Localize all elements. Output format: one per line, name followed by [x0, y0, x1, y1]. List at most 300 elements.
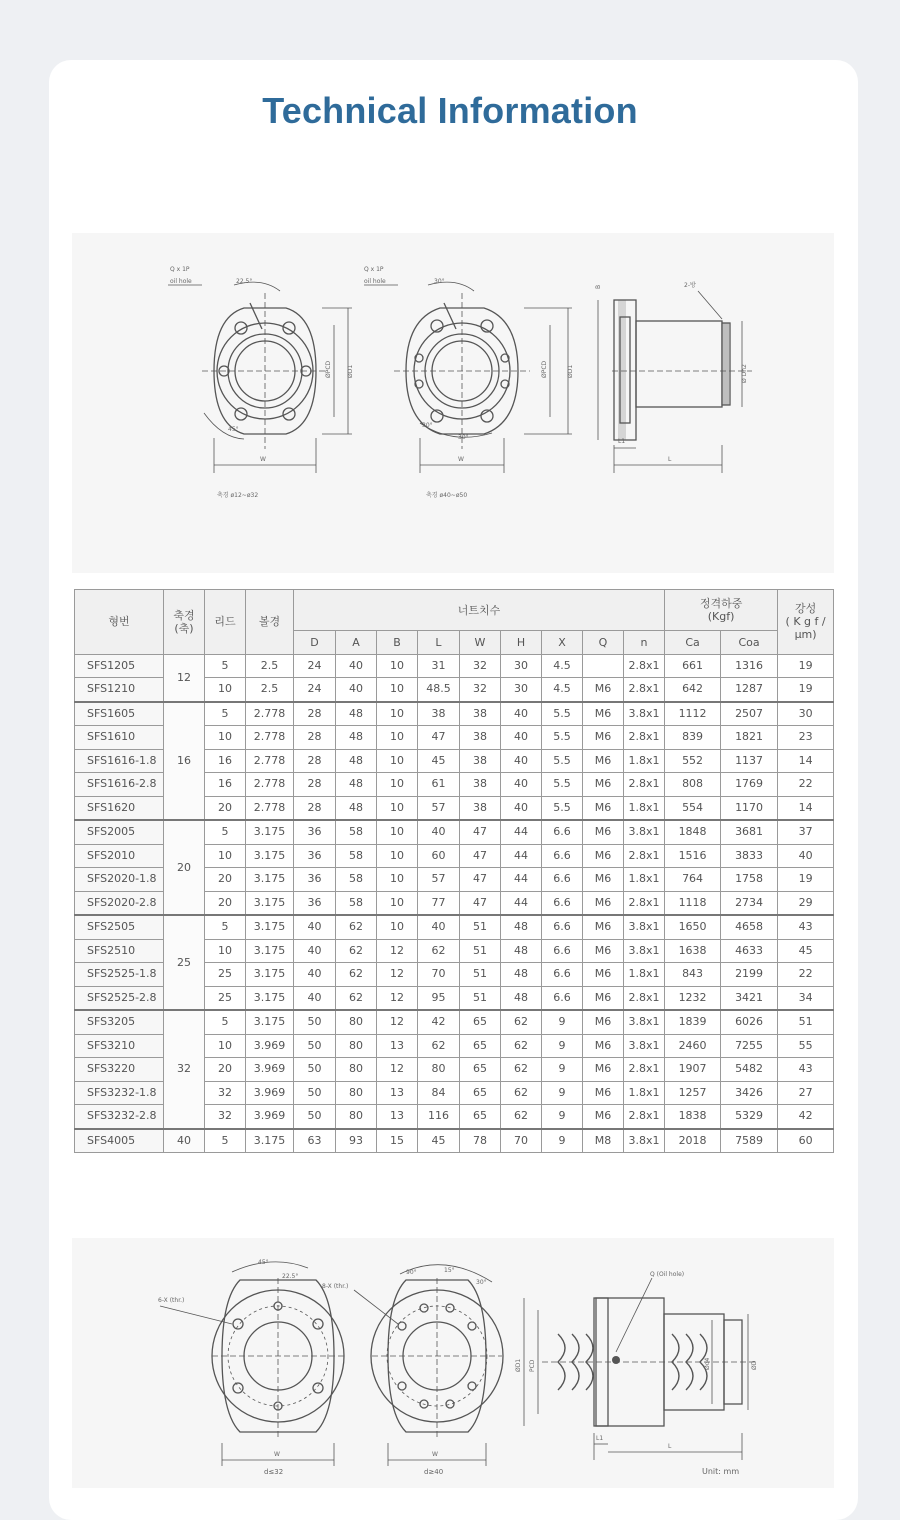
cell-ball: 3.175	[246, 844, 294, 868]
cell-h: 48	[501, 915, 542, 939]
cell-a: 58	[336, 844, 377, 868]
cell-coa: 1758	[721, 868, 778, 892]
cell-q: M6	[583, 678, 624, 702]
cell-w: 65	[460, 1105, 501, 1129]
table-row	[75, 1129, 834, 1153]
model-cell: SFS2020-1.8	[75, 868, 164, 892]
bs-l1: L1	[596, 1435, 604, 1442]
header-w: W	[460, 631, 501, 655]
cell-x: 4.5	[542, 654, 583, 678]
cell-ca: 1516	[665, 844, 721, 868]
flange-nut-drawing	[72, 233, 834, 573]
cell-q: M6	[583, 963, 624, 987]
bs-d1: ØD1	[515, 1358, 522, 1372]
cell-d: 50	[294, 1010, 336, 1034]
cell-a: 80	[336, 1081, 377, 1105]
cell-l: 57	[418, 868, 460, 892]
cell-q: M6	[583, 939, 624, 963]
cell-w: 38	[460, 749, 501, 773]
cell-rig: 19	[778, 654, 834, 678]
cell-rig: 43	[778, 915, 834, 939]
cell-a: 62	[336, 986, 377, 1010]
b1-holes: 6-X (thr.)	[158, 1297, 185, 1304]
cell-ca: 1848	[665, 820, 721, 844]
cell-w: 51	[460, 986, 501, 1010]
v2-caption: 축경 ø40~ø50	[426, 492, 468, 499]
header-x: X	[542, 631, 583, 655]
cell-ca: 764	[665, 868, 721, 892]
cell-d: 28	[294, 702, 336, 726]
cell-q: M6	[583, 1034, 624, 1058]
cell-d: 36	[294, 891, 336, 915]
header-h: H	[501, 631, 542, 655]
cell-lead: 32	[205, 1105, 246, 1129]
cell-w: 65	[460, 1010, 501, 1034]
cell-lead: 5	[205, 820, 246, 844]
cell-n: 3.8x1	[624, 915, 665, 939]
cell-l: 70	[418, 963, 460, 987]
cell-w: 38	[460, 796, 501, 820]
cell-rig: 22	[778, 773, 834, 797]
cell-x: 6.6	[542, 844, 583, 868]
cell-b: 13	[377, 1105, 418, 1129]
bs-q: Q (Oil hole)	[650, 1271, 685, 1278]
cell-x: 6.6	[542, 939, 583, 963]
cell-n: 3.8x1	[624, 1129, 665, 1153]
cell-l: 60	[418, 844, 460, 868]
cell-q: M6	[583, 749, 624, 773]
cell-l: 116	[418, 1105, 460, 1129]
cell-w: 51	[460, 963, 501, 987]
cell-a: 93	[336, 1129, 377, 1153]
cell-q	[583, 654, 624, 678]
cell-n: 2.8x1	[624, 891, 665, 915]
header-ball: 볼경	[246, 590, 294, 655]
b2-holes: 8-X (thr.)	[322, 1283, 349, 1290]
cell-x: 9	[542, 1010, 583, 1034]
table-row	[75, 702, 834, 726]
cell-rig: 14	[778, 796, 834, 820]
b1-w: W	[274, 1451, 280, 1458]
v2-pcd: ØPCD	[541, 360, 548, 378]
cell-a: 62	[336, 915, 377, 939]
cell-x: 5.5	[542, 749, 583, 773]
cell-n: 1.8x1	[624, 796, 665, 820]
cell-rig: 14	[778, 749, 834, 773]
cell-ball: 3.175	[246, 986, 294, 1010]
shaft-cell: 32	[164, 1010, 205, 1129]
b2-angle1: 90°	[406, 1269, 417, 1276]
cell-a: 80	[336, 1105, 377, 1129]
cell-lead: 10	[205, 1034, 246, 1058]
cell-b: 10	[377, 678, 418, 702]
cell-ca: 1118	[665, 891, 721, 915]
cell-rig: 43	[778, 1058, 834, 1082]
cell-q: M6	[583, 773, 624, 797]
cell-lead: 5	[205, 1010, 246, 1034]
cell-lead: 5	[205, 915, 246, 939]
cell-w: 47	[460, 844, 501, 868]
cell-ca: 552	[665, 749, 721, 773]
cell-l: 31	[418, 654, 460, 678]
model-cell: SFS1610	[75, 726, 164, 750]
cell-a: 58	[336, 891, 377, 915]
cell-l: 45	[418, 749, 460, 773]
model-cell: SFS3232-1.8	[75, 1081, 164, 1105]
cell-ball: 2.778	[246, 796, 294, 820]
table-row	[75, 820, 834, 844]
cell-coa: 1170	[721, 796, 778, 820]
round-flange-drawing	[72, 1238, 834, 1488]
table-row	[75, 915, 834, 939]
cell-ball: 2.778	[246, 773, 294, 797]
header-ca: Ca	[665, 631, 721, 655]
cell-b: 12	[377, 1010, 418, 1034]
b1-angle2: 22.5°	[282, 1273, 299, 1280]
cell-x: 6.6	[542, 891, 583, 915]
cell-l: 42	[418, 1010, 460, 1034]
table-row	[75, 654, 834, 678]
header-q: Q	[583, 631, 624, 655]
cell-b: 10	[377, 820, 418, 844]
cell-coa: 6026	[721, 1010, 778, 1034]
spec-table	[74, 589, 834, 1153]
v1-caption: 축경 ø12~ø32	[217, 492, 259, 499]
header-a: A	[336, 631, 377, 655]
header-rigidity: 강성 ( K g f / μm)	[778, 590, 834, 655]
cell-n: 1.8x1	[624, 963, 665, 987]
cell-h: 40	[501, 796, 542, 820]
unit-label: Unit: mm	[702, 1467, 740, 1476]
cell-d: 40	[294, 963, 336, 987]
cell-a: 80	[336, 1058, 377, 1082]
cell-rig: 40	[778, 844, 834, 868]
bs-d4: Ød4	[704, 1357, 711, 1370]
cell-rig: 45	[778, 939, 834, 963]
v1-w: W	[260, 456, 266, 463]
model-cell: SFS2525-1.8	[75, 963, 164, 987]
cell-w: 51	[460, 915, 501, 939]
cell-x: 9	[542, 1058, 583, 1082]
cell-ball: 3.175	[246, 915, 294, 939]
cell-x: 5.5	[542, 726, 583, 750]
cell-ca: 1257	[665, 1081, 721, 1105]
cell-ca: 808	[665, 773, 721, 797]
header-b: B	[377, 631, 418, 655]
cell-lead: 10	[205, 844, 246, 868]
cell-coa: 7589	[721, 1129, 778, 1153]
cell-a: 62	[336, 939, 377, 963]
cell-w: 32	[460, 678, 501, 702]
cell-lead: 16	[205, 773, 246, 797]
v1-pcd: ØPCD	[325, 360, 332, 378]
v2-d1: ØD1	[567, 364, 574, 378]
cell-x: 6.6	[542, 963, 583, 987]
cell-d: 63	[294, 1129, 336, 1153]
header-shaft: 축경 (축)	[164, 590, 205, 655]
b2-angle2: 15°	[444, 1267, 455, 1274]
cell-ball: 3.969	[246, 1034, 294, 1058]
cell-n: 2.8x1	[624, 1058, 665, 1082]
cell-coa: 1137	[721, 749, 778, 773]
cell-l: 84	[418, 1081, 460, 1105]
cell-b: 13	[377, 1081, 418, 1105]
cell-b: 12	[377, 963, 418, 987]
cell-q: M6	[583, 726, 624, 750]
cell-rig: 60	[778, 1129, 834, 1153]
cell-x: 5.5	[542, 702, 583, 726]
table-row	[75, 1010, 834, 1034]
cell-ca: 1650	[665, 915, 721, 939]
model-cell: SFS4005	[75, 1129, 164, 1153]
cell-rig: 55	[778, 1034, 834, 1058]
cell-q: M6	[583, 844, 624, 868]
cell-a: 48	[336, 726, 377, 750]
bs-pcd: PCD	[529, 1359, 536, 1372]
model-cell: SFS1616-2.8	[75, 773, 164, 797]
cell-lead: 25	[205, 986, 246, 1010]
cell-n: 2.8x1	[624, 726, 665, 750]
cell-l: 47	[418, 726, 460, 750]
cell-a: 40	[336, 654, 377, 678]
model-cell: SFS3232-2.8	[75, 1105, 164, 1129]
cell-a: 48	[336, 773, 377, 797]
cell-q: M6	[583, 1010, 624, 1034]
cell-d: 40	[294, 915, 336, 939]
cell-coa: 2734	[721, 891, 778, 915]
cell-w: 51	[460, 939, 501, 963]
cell-d: 36	[294, 868, 336, 892]
cell-w: 65	[460, 1034, 501, 1058]
header-nut-dims: 너트치수	[294, 590, 665, 631]
cell-a: 62	[336, 963, 377, 987]
cell-lead: 10	[205, 678, 246, 702]
cell-x: 9	[542, 1034, 583, 1058]
cell-q: M6	[583, 820, 624, 844]
cell-b: 10	[377, 702, 418, 726]
cell-rig: 42	[778, 1105, 834, 1129]
cell-q: M8	[583, 1129, 624, 1153]
cell-ca: 661	[665, 654, 721, 678]
cell-b: 10	[377, 796, 418, 820]
cell-ca: 1112	[665, 702, 721, 726]
cell-l: 57	[418, 796, 460, 820]
cell-q: M6	[583, 1105, 624, 1129]
cell-h: 40	[501, 702, 542, 726]
cell-w: 32	[460, 654, 501, 678]
b2-angle3: 30°	[476, 1279, 487, 1286]
cell-coa: 7255	[721, 1034, 778, 1058]
cell-d: 50	[294, 1105, 336, 1129]
cell-ball: 3.969	[246, 1081, 294, 1105]
cell-ball: 3.969	[246, 1105, 294, 1129]
cell-ball: 3.175	[246, 868, 294, 892]
model-cell: SFS3220	[75, 1058, 164, 1082]
cell-x: 6.6	[542, 820, 583, 844]
cell-d: 28	[294, 749, 336, 773]
cell-rig: 22	[778, 963, 834, 987]
side-dh: Ø Dh2	[741, 364, 748, 383]
cell-l: 80	[418, 1058, 460, 1082]
cell-lead: 10	[205, 939, 246, 963]
cell-q: M6	[583, 796, 624, 820]
header-l: L	[418, 631, 460, 655]
side-chamfer: 2-방	[684, 282, 696, 289]
cell-h: 40	[501, 749, 542, 773]
cell-ca: 1638	[665, 939, 721, 963]
cell-h: 70	[501, 1129, 542, 1153]
header-n: n	[624, 631, 665, 655]
cell-q: M6	[583, 868, 624, 892]
cell-w: 65	[460, 1058, 501, 1082]
cell-h: 30	[501, 678, 542, 702]
cell-q: M6	[583, 986, 624, 1010]
page-title: Technical Information	[262, 90, 638, 131]
cell-d: 50	[294, 1034, 336, 1058]
cell-ca: 642	[665, 678, 721, 702]
cell-rig: 30	[778, 702, 834, 726]
cell-b: 12	[377, 986, 418, 1010]
cell-ca: 1232	[665, 986, 721, 1010]
cell-q: M6	[583, 891, 624, 915]
cell-coa: 3833	[721, 844, 778, 868]
model-cell: SFS2020-2.8	[75, 891, 164, 915]
cell-h: 48	[501, 939, 542, 963]
cell-ball: 2.5	[246, 678, 294, 702]
cell-lead: 25	[205, 963, 246, 987]
cell-l: 61	[418, 773, 460, 797]
cell-n: 3.8x1	[624, 939, 665, 963]
cell-w: 47	[460, 891, 501, 915]
cell-coa: 2507	[721, 702, 778, 726]
cell-rig: 27	[778, 1081, 834, 1105]
b1-caption: d≤32	[264, 1468, 284, 1476]
cell-lead: 5	[205, 702, 246, 726]
cell-w: 38	[460, 726, 501, 750]
side-b: B	[595, 284, 602, 289]
cell-q: M6	[583, 1081, 624, 1105]
cell-coa: 3426	[721, 1081, 778, 1105]
cell-ball: 3.175	[246, 1129, 294, 1153]
cell-d: 24	[294, 678, 336, 702]
cell-lead: 5	[205, 1129, 246, 1153]
cell-ca: 554	[665, 796, 721, 820]
cell-coa: 4658	[721, 915, 778, 939]
cell-n: 2.8x1	[624, 986, 665, 1010]
v2-w: W	[458, 456, 464, 463]
cell-ball: 3.969	[246, 1058, 294, 1082]
model-cell: SFS1210	[75, 678, 164, 702]
cell-n: 1.8x1	[624, 749, 665, 773]
cell-lead: 32	[205, 1081, 246, 1105]
cell-rig: 19	[778, 868, 834, 892]
v1-d1: ØD1	[347, 364, 354, 378]
cell-q: M6	[583, 915, 624, 939]
model-cell: SFS3210	[75, 1034, 164, 1058]
v2-angle-bottom1: 30°	[422, 422, 433, 429]
cell-coa: 5329	[721, 1105, 778, 1129]
cell-coa: 4633	[721, 939, 778, 963]
cell-h: 44	[501, 820, 542, 844]
shaft-cell: 40	[164, 1129, 205, 1153]
model-cell: SFS1605	[75, 702, 164, 726]
cell-b: 13	[377, 1034, 418, 1058]
cell-lead: 16	[205, 749, 246, 773]
side-l: L	[668, 456, 672, 463]
cell-d: 40	[294, 986, 336, 1010]
cell-d: 50	[294, 1081, 336, 1105]
v2-oil-q: Q x 1P	[364, 266, 384, 273]
cell-n: 2.8x1	[624, 1105, 665, 1129]
cell-a: 48	[336, 749, 377, 773]
model-cell: SFS2505	[75, 915, 164, 939]
cell-l: 38	[418, 702, 460, 726]
header-load: 정격하중 (Kgf)	[665, 590, 778, 631]
v1-angle-top: 22.5°	[236, 278, 253, 285]
cell-n: 3.8x1	[624, 1010, 665, 1034]
cell-coa: 2199	[721, 963, 778, 987]
cell-ball: 2.778	[246, 726, 294, 750]
cell-rig: 29	[778, 891, 834, 915]
cell-b: 15	[377, 1129, 418, 1153]
cell-ca: 2460	[665, 1034, 721, 1058]
cell-coa: 1769	[721, 773, 778, 797]
cell-d: 28	[294, 796, 336, 820]
cell-b: 10	[377, 749, 418, 773]
cell-w: 78	[460, 1129, 501, 1153]
header-model: 형번	[75, 590, 164, 655]
cell-coa: 3421	[721, 986, 778, 1010]
cell-h: 62	[501, 1081, 542, 1105]
cell-lead: 20	[205, 1058, 246, 1082]
cell-ball: 2.778	[246, 749, 294, 773]
model-cell: SFS3205	[75, 1010, 164, 1034]
cell-coa: 5482	[721, 1058, 778, 1082]
cell-n: 3.8x1	[624, 702, 665, 726]
cell-h: 62	[501, 1105, 542, 1129]
cell-h: 44	[501, 891, 542, 915]
cell-lead: 10	[205, 726, 246, 750]
cell-h: 40	[501, 773, 542, 797]
cell-d: 24	[294, 654, 336, 678]
cell-n: 2.8x1	[624, 654, 665, 678]
cell-d: 28	[294, 773, 336, 797]
cell-x: 5.5	[542, 773, 583, 797]
cell-l: 48.5	[418, 678, 460, 702]
cell-coa: 1821	[721, 726, 778, 750]
cell-b: 10	[377, 654, 418, 678]
cell-ball: 3.175	[246, 820, 294, 844]
cell-h: 48	[501, 986, 542, 1010]
cell-d: 36	[294, 820, 336, 844]
v2-oil-hole: oil hole	[364, 278, 386, 285]
shaft-cell: 16	[164, 702, 205, 821]
cell-h: 44	[501, 844, 542, 868]
cell-n: 2.8x1	[624, 678, 665, 702]
cell-w: 65	[460, 1081, 501, 1105]
cell-x: 6.6	[542, 915, 583, 939]
cell-coa: 1316	[721, 654, 778, 678]
cell-lead: 5	[205, 654, 246, 678]
cell-b: 10	[377, 868, 418, 892]
cell-d: 36	[294, 844, 336, 868]
cell-a: 58	[336, 868, 377, 892]
cell-rig: 37	[778, 820, 834, 844]
cell-q: M6	[583, 1058, 624, 1082]
cell-ca: 839	[665, 726, 721, 750]
cell-ca: 1839	[665, 1010, 721, 1034]
cell-h: 44	[501, 868, 542, 892]
